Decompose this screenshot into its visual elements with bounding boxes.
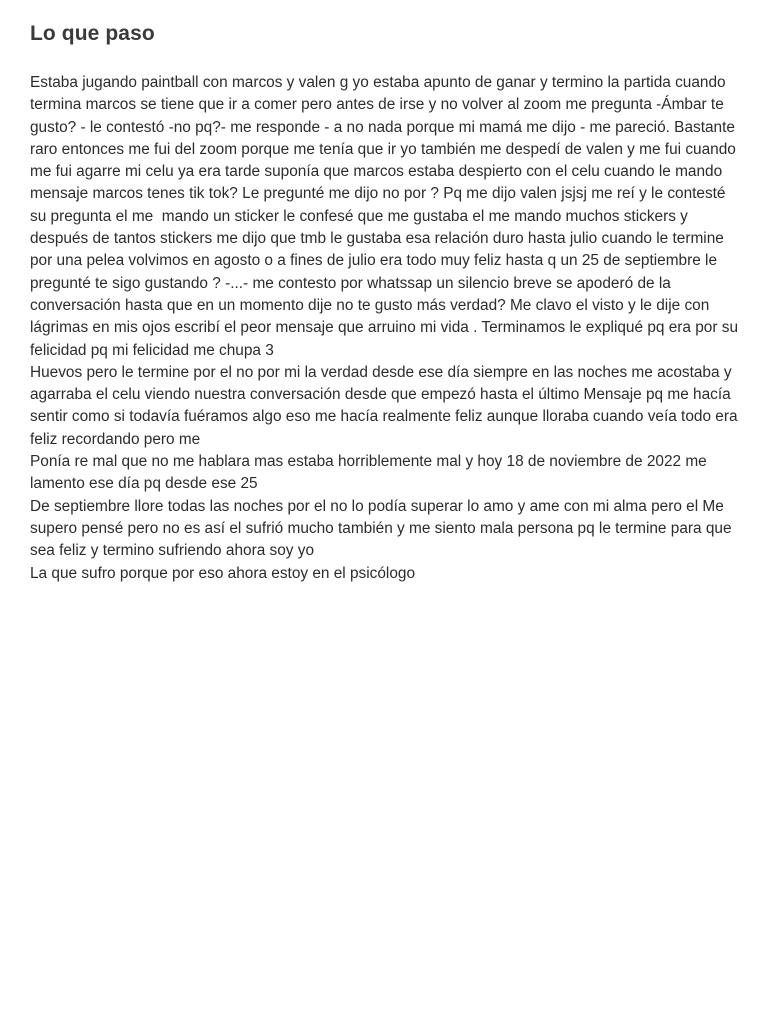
note-paragraph[interactable]: La que sufro porque por eso ahora estoy en el psicólogo xyxy=(30,564,416,582)
note-content[interactable] xyxy=(30,20,742,585)
note-body[interactable] xyxy=(30,72,742,585)
note-paragraph[interactable]: Huevos pero le termine por el no por mi la verdad desde ese día siempre en las noches me acostaba y agarraba el celu viendo nuestra conversación desde que empezó hasta el último Mensaje pq me hacía sentir como si todavía fuéramos algo eso me hacía realmente feliz aunque lloraba cuando veía todo era feliz recordando pero me xyxy=(30,363,742,448)
note-paragraph[interactable]: Ponía re mal que no me hablara mas estaba horriblemente mal y hoy 18 de noviembre de 2022 me lamento ese día pq desde ese 25 xyxy=(30,453,712,493)
note-title[interactable]: Lo que paso xyxy=(30,22,155,45)
note-paragraph[interactable]: De septiembre llore todas las noches por el no lo podía superar lo amo y ame con mi alma pero el Me supero pensé pero no es así el sufrió mucho también y me siento mala persona pq le termine para que sea feliz y termino sufriendo ahora soy yo xyxy=(30,497,736,560)
note-paragraph[interactable]: Estaba jugando paintball con marcos y valen g yo estaba apunto de ganar y termino la partida cuando termina marcos se tiene que ir a comer pero antes de irse y no volver al zoom me pregunta -Ámbar te gusto? - le contestó -no pq?- me responde - a no nada porque mi mamá me dijo - me pareció. Bastante raro entonces me fui del zoom porque me tenía que ir yo también me despedí de valen y me fui cuando me fui agarre mi celu ya era tarde suponía que marcos estaba despierto con el celu cuando le mando mensaje marcos tenes tik tok? Le pregunté me dijo no por ? Pq me dijo valen jsjsj me reí y le contesté su pregunta el me mando un sticker le confesé que me gustaba el me mando muchos stickers y después de tantos stickers me dijo que tmb le gustaba esa relación duro hasta julio cuando le termine por una pelea volvimos en agosto o a fines de julio era todo muy feliz hasta q un 25 de septiembre le pregunté te sigo gustando ? -...- me contesto por whatssap un silencio breve se apoderó de la conversación hasta que en un momento dije no te gusto más verdad? Me clavo el visto y le dije con lágrimas en mis ojos escribí el peor mensaje que arruino mi vida . Terminamos le expliqué pq era por su felicidad pq mi felicidad me chupa 3 xyxy=(30,74,743,359)
